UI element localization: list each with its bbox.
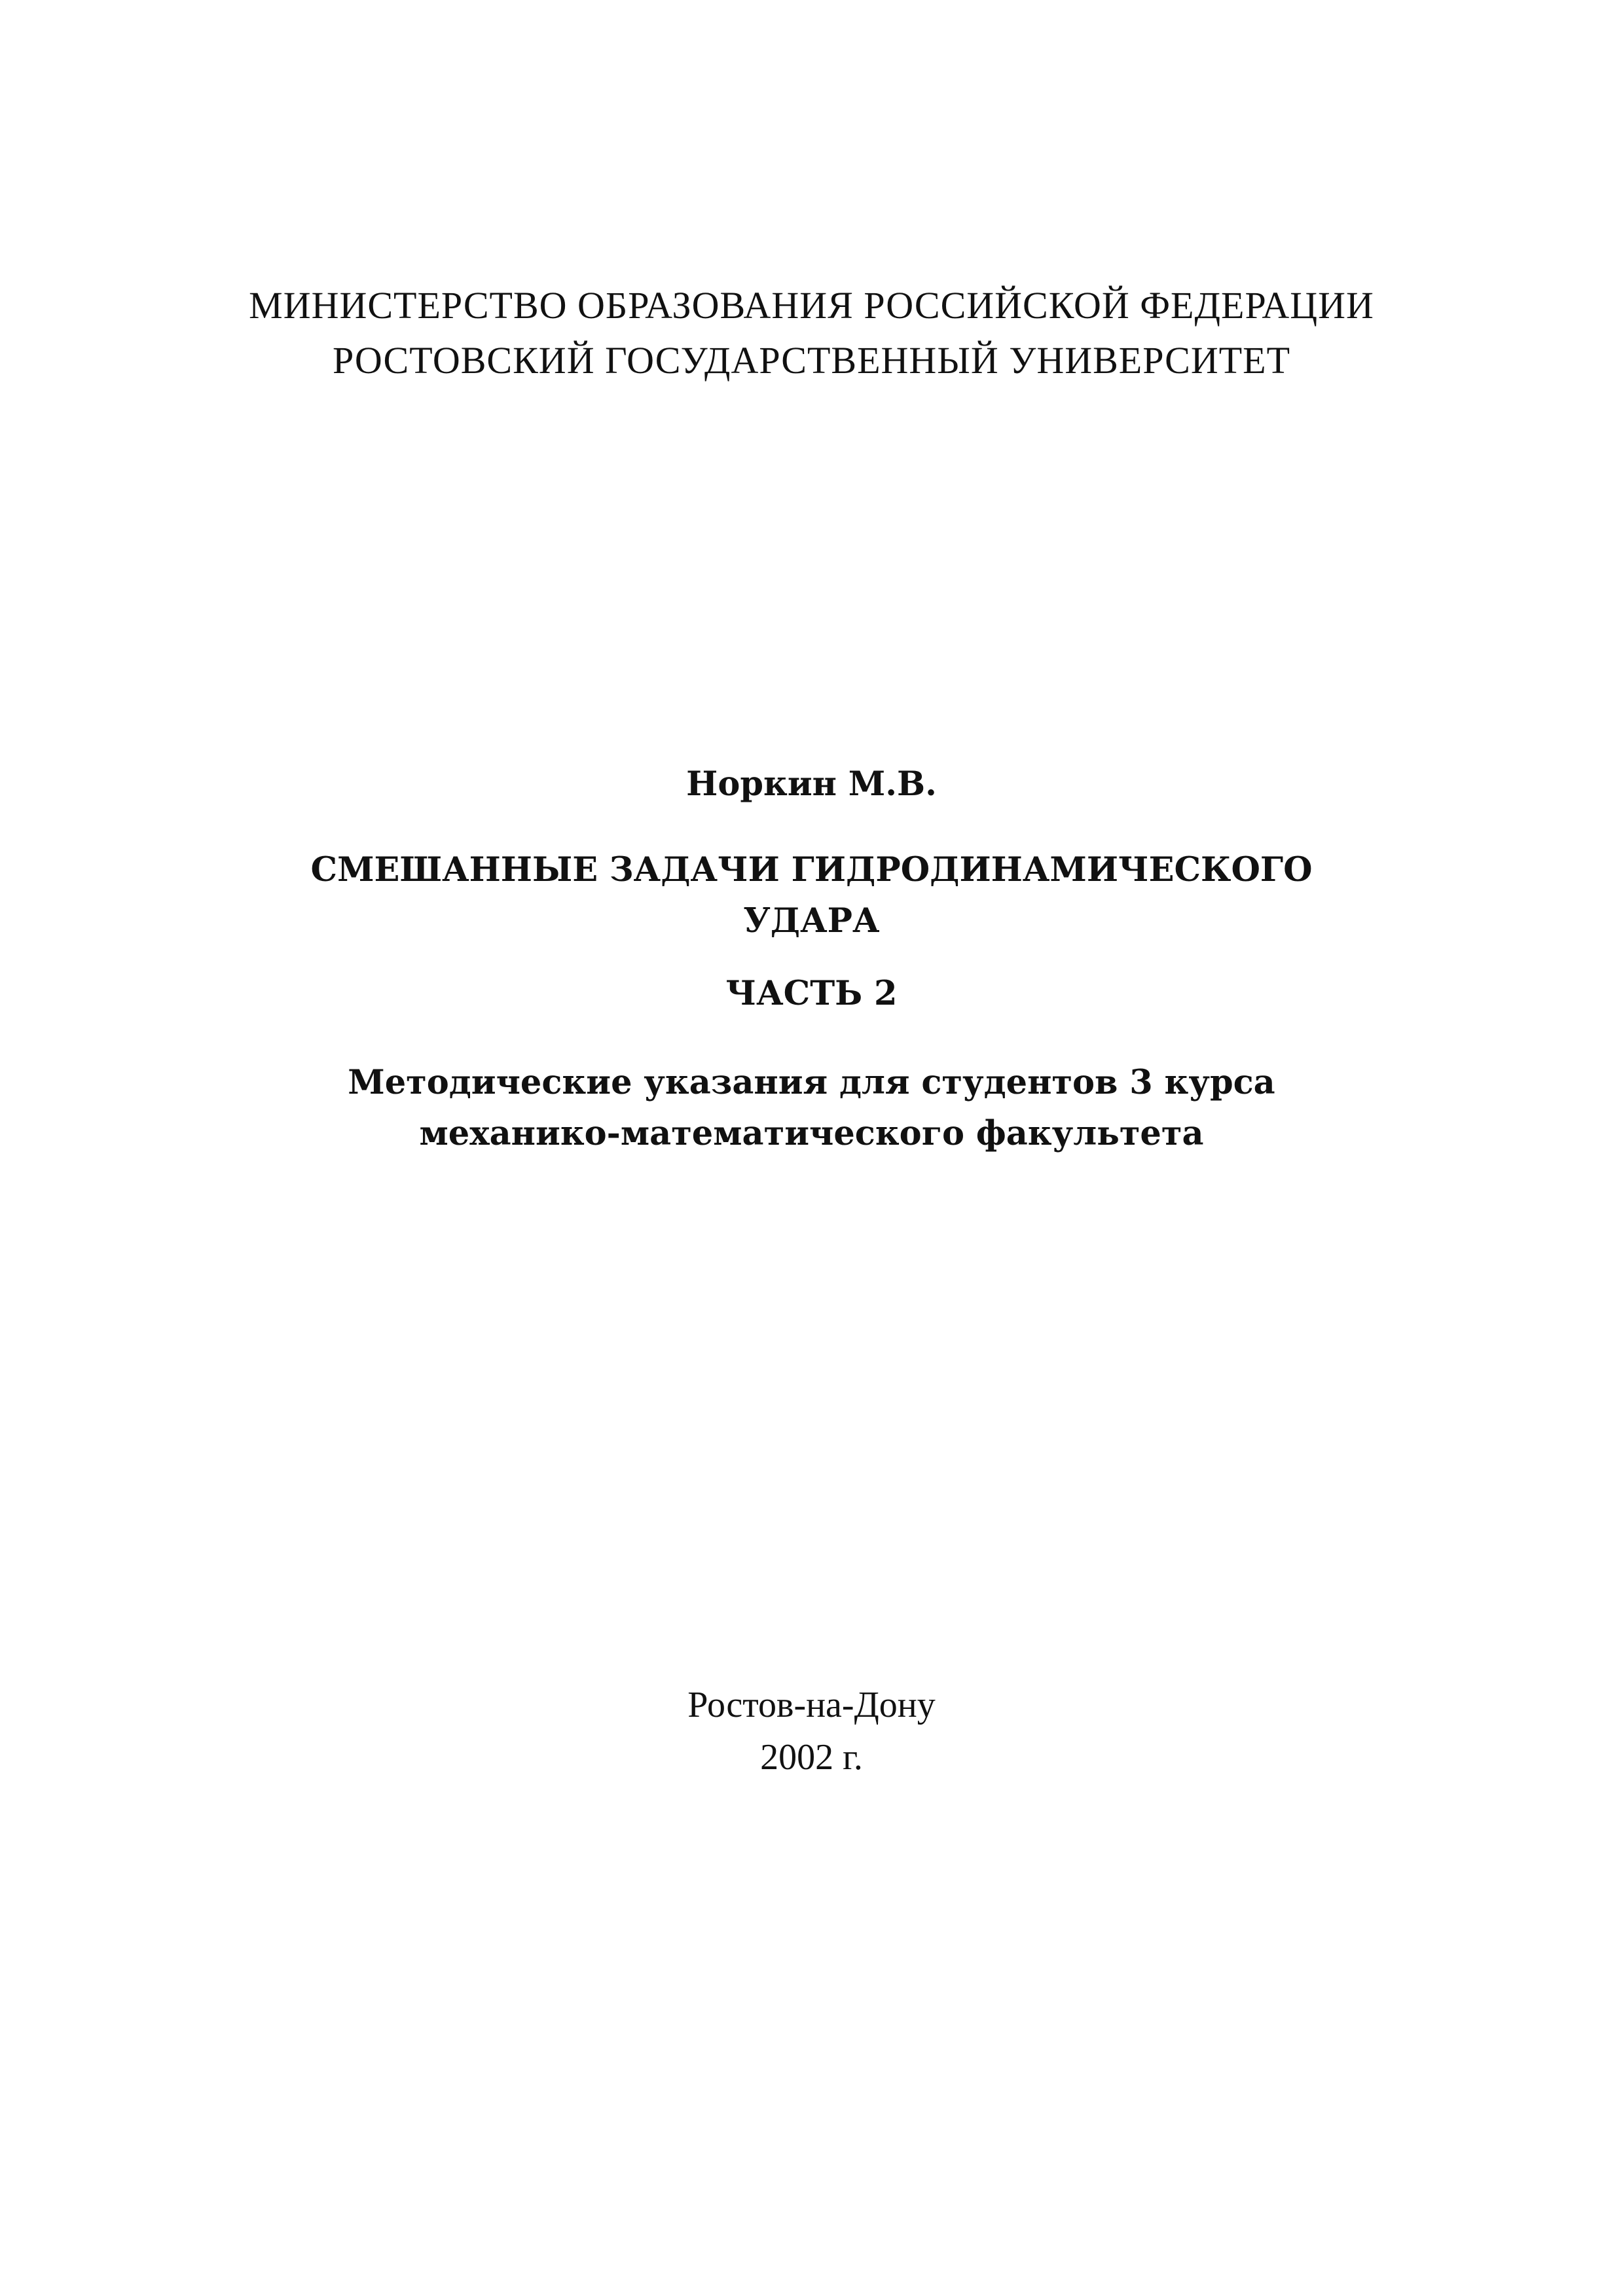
ministry-name: МИНИСТЕРСТВО ОБРАЗОВАНИЯ РОССИЙСКОЙ ФЕДЕРАЦИИ: [249, 284, 1374, 327]
document-subtitle: [0, 1057, 1623, 1159]
imprint-city: Ростов-на-Дону: [687, 1685, 936, 1725]
institution-header: [0, 278, 1623, 388]
document-title: [0, 844, 1623, 946]
subtitle-line-1: Методические указания для студентов 3 курса: [348, 1063, 1275, 1102]
imprint: [0, 1679, 1623, 1784]
part-number: ЧАСТЬ 2: [725, 974, 898, 1013]
imprint-year: 2002 г.: [760, 1737, 863, 1778]
author-name: Норкин М.В.: [686, 764, 937, 804]
title-line-1: СМЕШАННЫЕ ЗАДАЧИ ГИДРОДИНАМИЧЕСКОГО: [310, 850, 1313, 889]
subtitle-line-2: механико-математического факультета: [419, 1114, 1204, 1153]
university-name: РОСТОВСКИЙ ГОСУДАРСТВЕННЫЙ УНИВЕРСИТЕТ: [332, 339, 1291, 382]
title-line-2: УДАРА: [743, 901, 880, 941]
